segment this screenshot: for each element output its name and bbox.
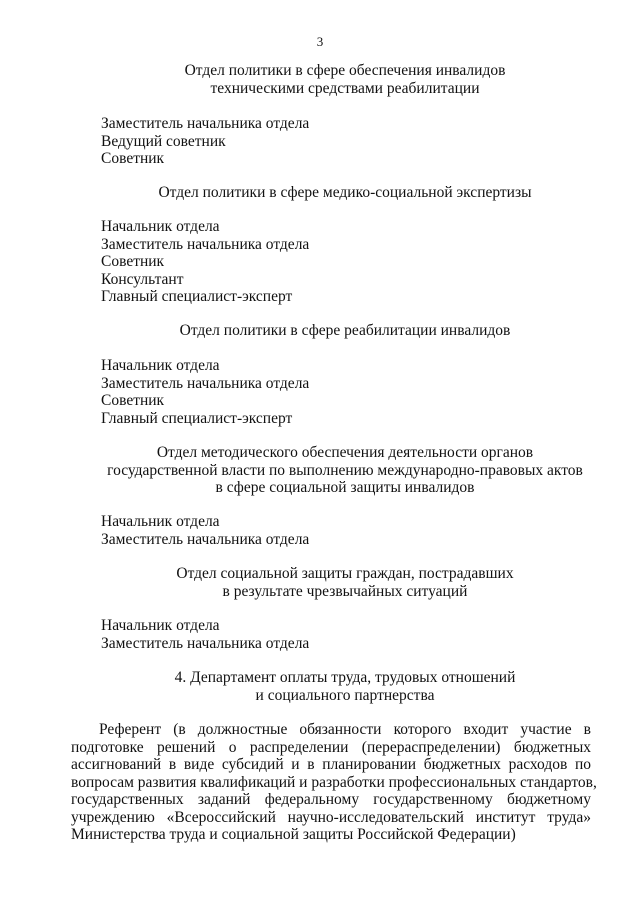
position-item: Заместитель начальника отдела bbox=[101, 374, 310, 392]
position-list-rehabilitation bbox=[101, 357, 309, 427]
position-list-equipment-department bbox=[101, 115, 309, 168]
heading-line: техническими средствами реабилитации bbox=[210, 79, 480, 97]
position-item: Консультант bbox=[101, 270, 184, 288]
position-item: Главный специалист-эксперт bbox=[101, 409, 293, 427]
paragraph-line: учреждению «Всероссийский научно-исследовательский институт труда» bbox=[71, 808, 591, 826]
heading-line: и социального партнерства bbox=[255, 686, 435, 704]
heading-line: в сфере социальной защиты инвалидов bbox=[215, 479, 475, 496]
paragraph-line: Референт (в должностные обязанности которого входит участие в bbox=[99, 721, 591, 738]
paragraph-line: вопросам развития квалификаций и разработки профессиональных стандартов, bbox=[71, 773, 597, 791]
position-item: Заместитель начальника отдела bbox=[101, 634, 310, 652]
position-item: Заместитель начальника отдела bbox=[101, 530, 310, 548]
heading-line: Отдел политики в сфере реабилитации инвалидов bbox=[179, 322, 511, 339]
referent-duties-paragraph bbox=[71, 721, 597, 844]
heading-line: 4. Департамент оплаты труда, трудовых отношений bbox=[174, 669, 516, 686]
paragraph-line: ассигнований в виде субсидий и в планировании бюджетных расходов по bbox=[71, 756, 591, 773]
department-heading-labor-remuneration bbox=[40, 669, 640, 704]
position-list-emergency-protection bbox=[101, 617, 309, 652]
position-item: Начальник отдела bbox=[101, 513, 220, 530]
position-item: Заместитель начальника отдела bbox=[101, 235, 310, 253]
section-heading-rehabilitation bbox=[40, 322, 640, 340]
heading-line: Отдел методического обеспечения деятельности органов bbox=[156, 444, 534, 461]
position-item: Начальник отдела bbox=[101, 218, 220, 235]
position-item: Ведущий советник bbox=[101, 132, 226, 150]
heading-line: Отдел политики в сфере обеспечения инвалидов bbox=[184, 62, 506, 79]
position-item: Главный специалист-эксперт bbox=[101, 288, 293, 305]
section-heading-emergency-protection bbox=[40, 565, 640, 600]
heading-line: Отдел социальной защиты граждан, пострадавших bbox=[176, 565, 514, 582]
position-item: Начальник отдела bbox=[101, 617, 220, 634]
position-list-methodical-support bbox=[101, 513, 309, 548]
position-item: Советник bbox=[101, 253, 165, 270]
position-item: Советник bbox=[101, 392, 165, 409]
heading-line: в результате чрезвычайных ситуаций bbox=[222, 582, 468, 600]
position-item: Советник bbox=[101, 150, 165, 167]
position-item: Начальник отдела bbox=[101, 357, 220, 374]
page-number: 3 bbox=[316, 34, 324, 49]
paragraph-line: государственных заданий федеральному государственному бюджетному bbox=[71, 791, 591, 808]
section-heading-equipment-department bbox=[40, 62, 640, 97]
heading-line: государственной власти по выполнению международно-правовых актов bbox=[107, 461, 583, 479]
paragraph-line: Министерства труда и социальной защиты Российской Федерации) bbox=[71, 826, 516, 843]
heading-line: Отдел политики в сфере медико-социальной экспертизы bbox=[158, 184, 532, 201]
paragraph-line: подготовке решений о распределении (перераспределении) бюджетных bbox=[71, 738, 591, 756]
position-item: Заместитель начальника отдела bbox=[101, 115, 310, 132]
position-list-medical-expertise bbox=[101, 218, 309, 306]
section-heading-methodical-support bbox=[40, 444, 640, 497]
section-heading-medical-expertise bbox=[40, 184, 640, 202]
